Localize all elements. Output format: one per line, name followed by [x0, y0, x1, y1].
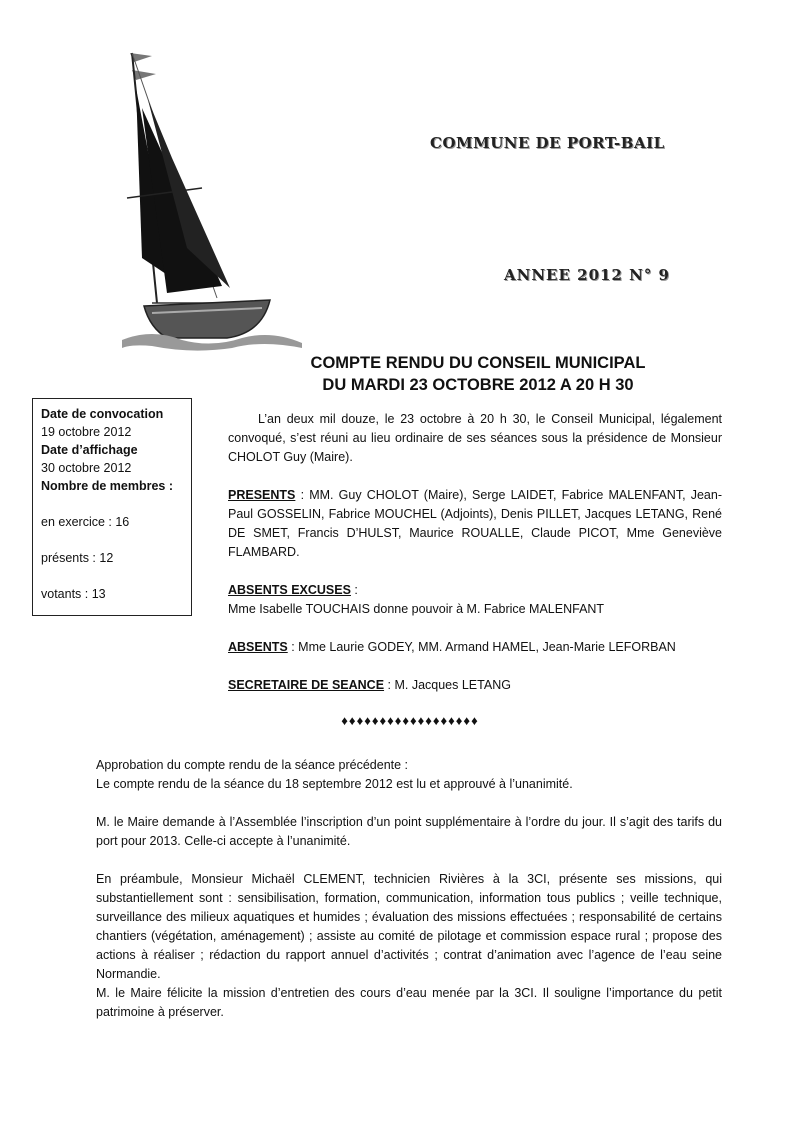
- presents-text: : MM. Guy CHOLOT (Maire), Serge LAIDET, Fabrice MALENFANT, Jean-Paul GOSSELIN, Fabrice MOUCHEL (Adjoints), Denis PILLET, Jacques LETANG, René DE SMET, Francis D’HULST, Maurice ROUALLE, Claude PICOT, Mme Geneviève FLAMBARD.: [228, 488, 722, 559]
- felicite-paragraph: M. le Maire félicite la mission d’entretien des cours d’eau menée par la 3CI. Il souligne l’importance du petit patrimoine à préserver.: [96, 986, 722, 1019]
- convocation-date: 19 octobre 2012: [41, 425, 132, 439]
- document-title: [288, 352, 668, 396]
- convocation-label: Date de convocation: [41, 407, 164, 421]
- approbation-title: Approbation du compte rendu de la séance précédente :: [96, 758, 409, 772]
- votants-count: votants : 13: [41, 587, 106, 601]
- meeting-info-box: [32, 398, 192, 616]
- preambule-paragraph: En préambule, Monsieur Michaël CLEMENT, technicien Rivières à la 3CI, présente ses missions, qui substantiellement sont : sensibilisation, formation, communication, information tous publics ; veille technique, surveillance des milieux aquatiques et humides ; évaluation des missions effectuées ; responsabilité de certains chantiers (végétation, aménagement) ; assiste au comité de pilotage et commission espace rural ; propose des actions à réaliser ; rédaction du rapport annuel d’activités ; contrat d’animation avec l’agence de l’eau seine Normandie.: [96, 872, 722, 981]
- membres-label: Nombre de membres :: [41, 479, 173, 493]
- en-exercice-count: en exercice : 16: [41, 515, 130, 529]
- excuses-paragraph: [228, 581, 722, 619]
- affichage-date: 30 octobre 2012: [41, 461, 132, 475]
- point-supplementaire-paragraph: M. le Maire demande à l’Assemblée l’inscription d’un point supplémentaire à l’ordre du jour. Il s’agit des tarifs du port pour 2013. Celle-ci accepte à l’unanimité.: [96, 815, 722, 848]
- affichage-label: Date d’affichage: [41, 443, 138, 457]
- approbation-text: Le compte rendu de la séance du 18 septembre 2012 est lu et approuvé à l’unanimité.: [96, 777, 573, 791]
- intro-paragraph: L’an deux mil douze, le 23 octobre à 20 h 30, le Conseil Municipal, légalement convoqué, s’est réuni au lieu ordinaire de ses séances sous la présidence de Monsieur CHOLOT Guy (Maire).: [228, 412, 722, 464]
- presents-label: PRESENTS: [228, 488, 296, 502]
- excuses-text: Mme Isabelle TOUCHAIS donne pouvoir à M. Fabrice MALENFANT: [228, 602, 605, 616]
- attendance-section: [228, 410, 722, 695]
- diamond-separator: ♦♦♦♦♦♦♦♦♦♦♦♦♦♦♦♦♦♦: [341, 713, 479, 728]
- presents-count: présents : 12: [41, 551, 114, 565]
- commune-heading: COMMUNE DE PORT-BAIL: [430, 134, 665, 152]
- title-line-2: DU MARDI 23 OCTOBRE 2012 A 20 H 30: [322, 376, 634, 394]
- absents-text: : Mme Laurie GODEY, MM. Armand HAMEL, Jean-Marie LEFORBAN: [287, 640, 676, 654]
- secretaire-paragraph: [228, 676, 722, 695]
- presents-paragraph: [228, 486, 722, 562]
- secretaire-label: SECRETAIRE DE SEANCE: [228, 678, 385, 692]
- absents-paragraph: [228, 638, 722, 657]
- absents-label: ABSENTS: [228, 640, 288, 654]
- minutes-body: [96, 756, 722, 1022]
- secretaire-text: : M. Jacques LETANG: [384, 678, 511, 692]
- excuses-colon: :: [350, 583, 358, 597]
- excuses-label: ABSENTS EXCUSES: [228, 583, 351, 597]
- title-line-1: COMPTE RENDU DU CONSEIL MUNICIPAL: [310, 354, 646, 372]
- sailboat-logo: [112, 48, 312, 353]
- annee-number: ANNEE 2012 N° 9: [504, 266, 670, 284]
